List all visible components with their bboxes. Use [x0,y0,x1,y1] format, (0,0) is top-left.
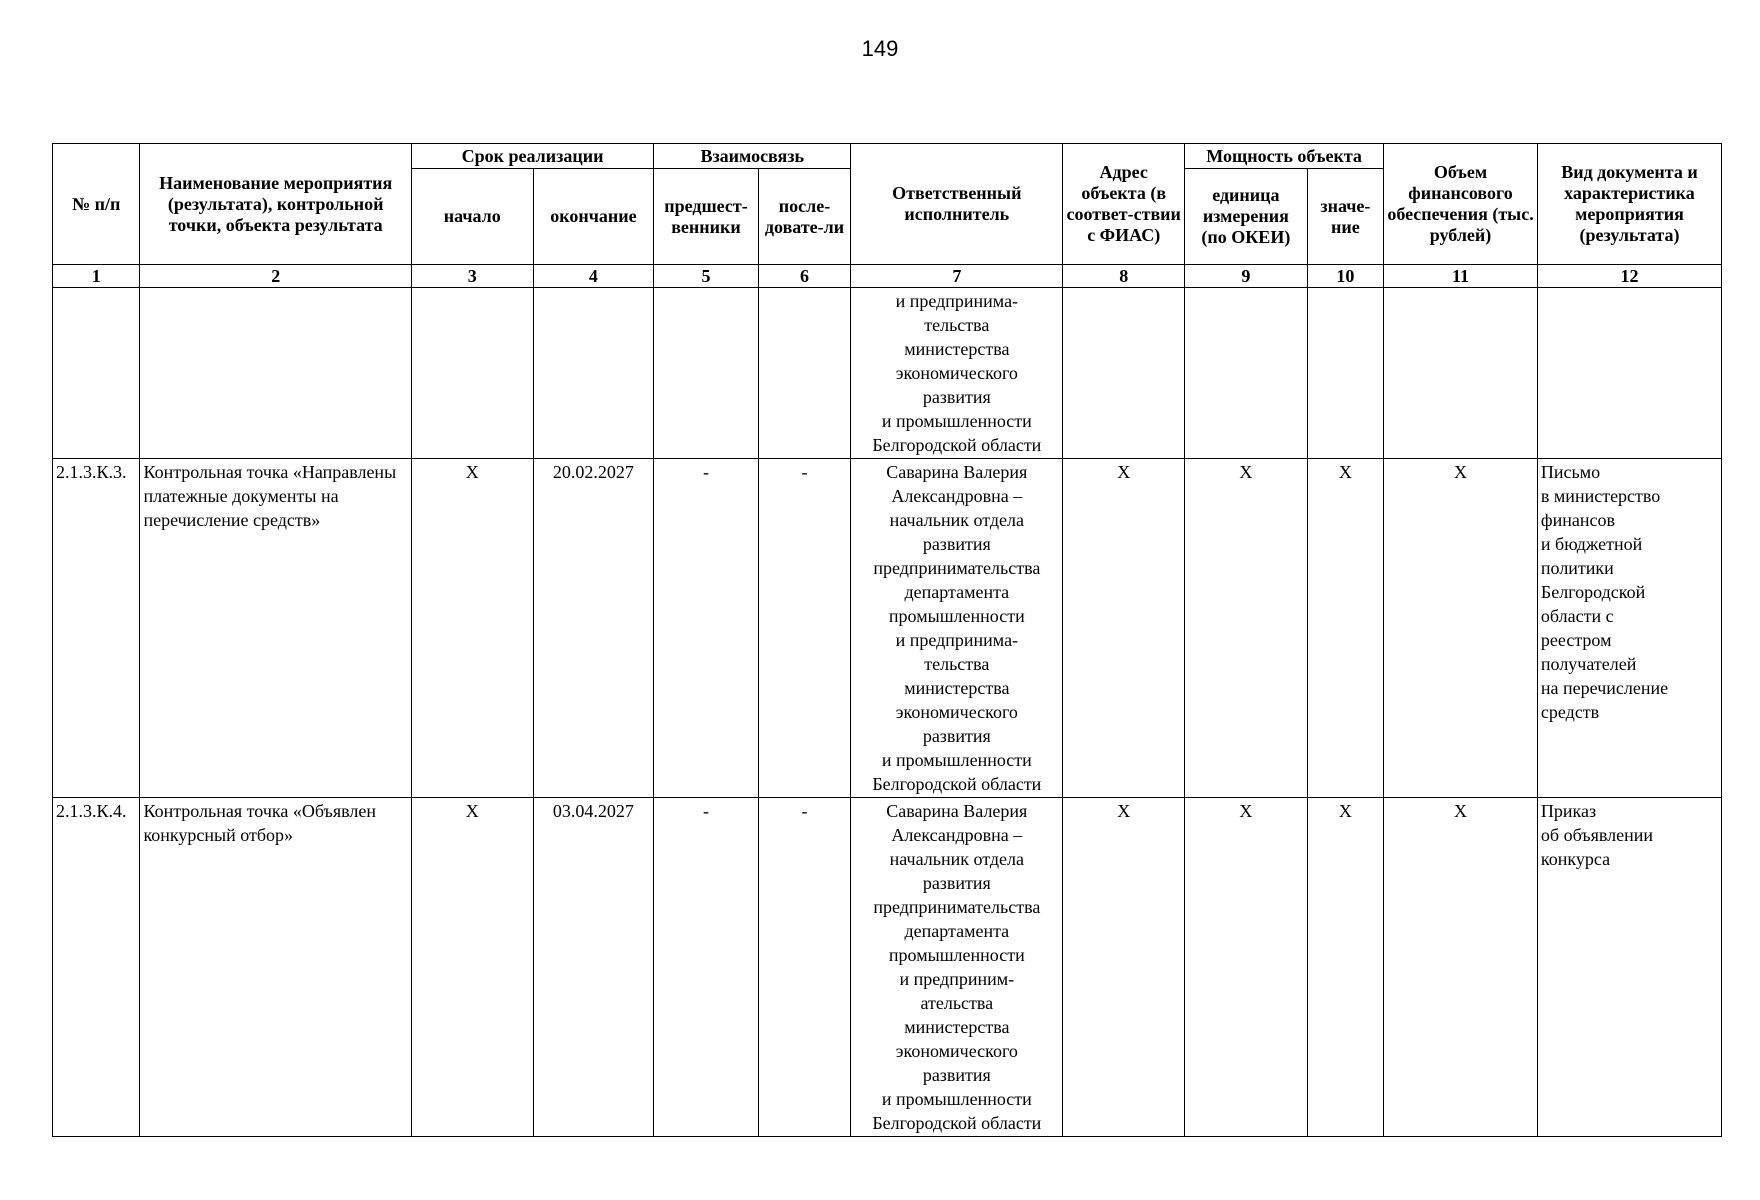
cell-line: департамента [904,921,1010,941]
cell-line: Белгородской области [872,1113,1042,1133]
cell-line: и промышленности [881,750,1032,770]
cell-line: начальник отдела [889,510,1024,530]
row-value [1307,288,1383,459]
cell-line: министерства [904,678,1010,698]
header-term-group: Срок реализации [411,144,653,169]
header-link-group: Взаимосвязь [654,144,851,169]
plan-table [52,143,1722,1137]
row-responsible [851,459,1063,798]
row-finance: X [1384,459,1538,798]
row-successors: - [758,459,851,798]
cell-line: об объявлении [1540,825,1654,845]
cell-line: ательства [920,993,994,1013]
row-finance [1384,288,1538,459]
cell-line: предпринимательства [873,558,1041,578]
row-unit: X [1185,798,1308,1137]
column-number: 5 [654,265,759,288]
row-name: Контрольная точка «Объявлен конкурсный отбор» [140,798,411,1137]
row-unit: X [1185,459,1308,798]
cell-line: и предпринима- [895,291,1019,311]
row-successors [758,288,851,459]
column-number: 10 [1307,265,1383,288]
cell-line: предпринимательства [873,897,1041,917]
header-name: Наименование мероприятия (результата), контрольной точки, объекта результата [140,144,411,265]
row-end [533,288,654,459]
header-link-next: после-довате-ли [758,169,851,265]
cell-line: и промышленности [881,1089,1032,1109]
column-number-row [53,265,1722,288]
header-capacity-unit: единица измерения (по ОКЕИ) [1185,169,1308,265]
row-end: 03.04.2027 [533,798,654,1137]
header-term-end: окончание [533,169,654,265]
row-successors: - [758,798,851,1137]
cell-line: тельства [924,654,990,674]
cell-line: области с [1540,606,1614,626]
header-finance: Объем финансового обеспечения (тыс. рублей) [1384,144,1538,265]
cell-line: промышленности [888,945,1025,965]
row-start: X [411,798,533,1137]
row-number [53,288,140,459]
cell-line: финансов [1540,510,1615,530]
row-number: 2.1.3.К.4. [53,798,140,1137]
row-name: Контрольная точка «Направлены платежные документы на перечисление средств» [140,459,411,798]
cell-line: начальник отдела [889,849,1024,869]
cell-line: экономического [895,702,1018,722]
cell-line: и предприним- [899,969,1015,989]
cell-line: получателей [1540,654,1637,674]
cell-line: тельства [924,315,990,335]
row-value: X [1307,798,1383,1137]
cell-line: и предпринима- [895,630,1019,650]
cell-line: развития [922,387,991,407]
header-doc-type: Вид документа и характеристика мероприятия (результата) [1537,144,1721,265]
cell-line: конкурса [1540,849,1611,869]
cell-line: развития [922,726,991,746]
column-number: 9 [1185,265,1308,288]
cell-line: министерства [904,1017,1010,1037]
row-responsible [851,288,1063,459]
table-row [53,798,1722,1137]
row-start: X [411,459,533,798]
cell-line: Белгородской области [872,774,1042,794]
cell-line: Приказ [1540,801,1597,821]
cell-line: развития [922,873,991,893]
row-start [411,288,533,459]
cell-line: Саварина Валерия [886,462,1028,482]
table-row [53,459,1722,798]
cell-line: министерства [904,339,1010,359]
page-number: 149 [861,36,899,61]
cell-line: промышленности [888,606,1025,626]
row-name [140,288,411,459]
cell-line: экономического [895,1041,1018,1061]
row-value: X [1307,459,1383,798]
row-document [1537,288,1721,459]
row-address [1063,288,1185,459]
cell-line: департамента [904,582,1010,602]
column-number: 3 [411,265,533,288]
cell-line: развития [922,1065,991,1085]
header-num: № п/п [53,144,140,265]
row-responsible [851,798,1063,1137]
cell-line: Белгородской области [872,435,1042,455]
cell-line: Александровна – [891,825,1023,845]
row-unit [1185,288,1308,459]
cell-line: в министерство [1540,486,1661,506]
row-number: 2.1.3.К.3. [53,459,140,798]
column-number: 1 [53,265,140,288]
header-capacity-value: значе-ние [1307,169,1383,265]
cell-line: экономического [895,363,1018,383]
row-predecessors: - [654,459,759,798]
cell-line: Саварина Валерия [886,801,1028,821]
cell-line: политики [1540,558,1614,578]
row-predecessors: - [654,798,759,1137]
header-term-start: начало [411,169,533,265]
row-finance: X [1384,798,1538,1137]
column-number: 8 [1063,265,1185,288]
row-address: X [1063,798,1185,1137]
header-link-prev: предшест-венники [654,169,759,265]
header-capacity-group: Мощность объекта [1185,144,1384,169]
cell-line: и промышленности [881,411,1032,431]
row-document [1537,459,1721,798]
row-address: X [1063,459,1185,798]
column-number: 11 [1384,265,1538,288]
column-number: 7 [851,265,1063,288]
cell-line: на перечисление [1540,678,1669,698]
row-predecessors [654,288,759,459]
row-document [1537,798,1721,1137]
header-address: Адрес объекта (в соответ-ствии с ФИАС) [1063,144,1185,265]
column-number: 6 [758,265,851,288]
column-number: 12 [1537,265,1721,288]
cell-line: развития [922,534,991,554]
table-row [53,288,1722,459]
cell-line: реестром [1540,630,1612,650]
cell-line: Белгородской [1540,582,1646,602]
cell-line: и бюджетной [1540,534,1643,554]
cell-line: Письмо [1540,462,1601,482]
row-end: 20.02.2027 [533,459,654,798]
column-number: 2 [140,265,411,288]
cell-line: средств [1540,702,1600,722]
header-responsible: Ответственный исполнитель [851,144,1063,265]
column-number: 4 [533,265,654,288]
cell-line: Александровна – [891,486,1023,506]
